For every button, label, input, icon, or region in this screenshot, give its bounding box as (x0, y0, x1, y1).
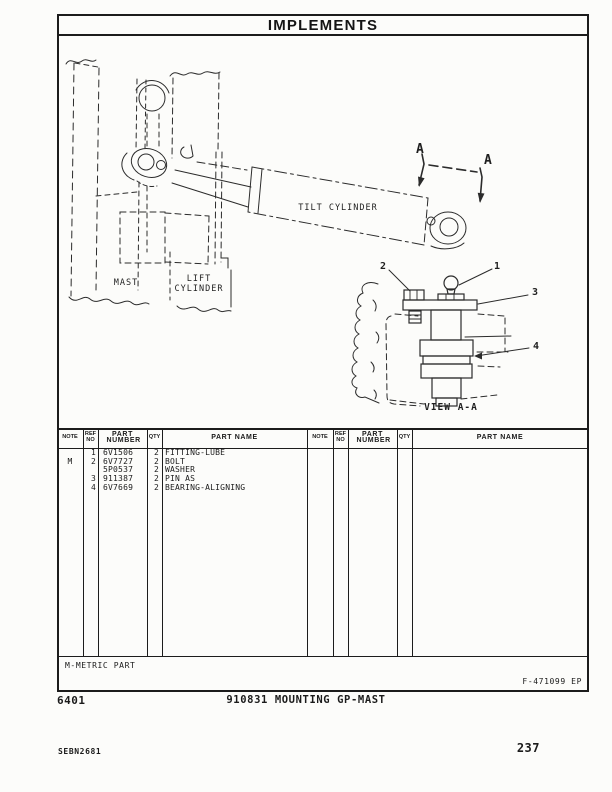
lift-cylinder-label-line1: LIFT (186, 274, 212, 284)
callout-2: 2 (379, 261, 387, 272)
cylinder-rod (172, 162, 251, 207)
mast-sheave (136, 81, 169, 150)
callout-leaders (389, 269, 529, 360)
col-header-qty: QTY (398, 434, 411, 441)
section-title-bar (59, 16, 587, 36)
cell-part-name: BEARING-ALIGNING (165, 482, 246, 492)
col-header-ref-text: REF NO (334, 431, 347, 443)
cell-part-name: FITTING-LUBE (165, 448, 226, 457)
pin (431, 310, 461, 340)
col-header-note: NOTE (312, 434, 328, 441)
cell-ref: 4 (90, 482, 96, 492)
group-number: 6401 (57, 694, 86, 707)
cell-part-number: 5P0537 (103, 465, 134, 475)
col-header-part-number-text: PART NUMBER (356, 431, 391, 444)
callout-3: 3 (531, 287, 539, 298)
cell-qty: 2 (153, 482, 159, 492)
mast-label: MAST (113, 278, 139, 288)
col-header-part-name: PART NAME (476, 434, 524, 442)
cell-qty: 2 (153, 448, 159, 457)
publication-number: SEBN2681 (58, 747, 102, 756)
cell-note (57, 466, 83, 475)
callout-1: 1 (493, 261, 501, 272)
cell-part-number: 6V7727 (103, 456, 134, 466)
col-header-part-number-text: PART NUMBER (106, 431, 141, 444)
col-header-note: NOTE (62, 434, 78, 441)
figure-reference: F-471099 EP (522, 677, 582, 686)
table-column-rule (307, 429, 308, 656)
view-label: VIEW A-A (424, 402, 478, 413)
cell-note (57, 484, 83, 493)
document-title: 910831 MOUNTING GP-MAST (226, 694, 386, 706)
rod-eye (427, 212, 466, 249)
bolt (404, 290, 424, 300)
cylinder-trunnion (122, 144, 193, 186)
metric-footnote: M-METRIC PART (65, 661, 136, 670)
cell-ref: 2 (90, 456, 96, 466)
col-header-ref-text: REF NO (84, 431, 97, 443)
aligning-bearing (420, 340, 473, 356)
cell-qty: 2 (153, 474, 159, 484)
table-row (57, 484, 307, 493)
pin-assembly (403, 276, 477, 406)
section-letter-top: A (416, 142, 424, 157)
col-header-ref (333, 429, 348, 447)
lube-fitting (444, 276, 458, 290)
col-header-ref (83, 429, 98, 447)
cell-part-name: PIN AS (165, 474, 196, 484)
cell-note (57, 475, 83, 484)
cell-qty: 2 (153, 465, 159, 475)
cell-part-name: BOLT (165, 456, 186, 466)
col-header-part-name: PART NAME (211, 434, 258, 442)
table-column-rule (412, 429, 413, 656)
section-letter-right: A (484, 153, 492, 168)
page-number: 237 (516, 741, 540, 755)
callout-4: 4 (532, 341, 540, 352)
cell-part-number: 6V7669 (103, 482, 134, 492)
tilt-cylinder-label: TILT CYLINDER (298, 203, 378, 213)
retainer-plate (403, 300, 477, 310)
table-column-rule (333, 429, 334, 656)
table-column-rule (348, 429, 349, 656)
cell-ref: 1 (90, 448, 96, 457)
cell-ref: 3 (90, 474, 96, 484)
cell-qty: 2 (153, 456, 159, 466)
lift-cylinder-label-line2: CYLINDER (174, 284, 224, 294)
page-title: IMPLEMENTS (267, 16, 379, 34)
cell-part-name: WASHER (165, 465, 196, 475)
col-header-part-number (348, 429, 397, 447)
table-column-rule (397, 429, 398, 656)
table-footnote-rule (57, 656, 589, 657)
col-header-qty: QTY (148, 434, 161, 441)
section-arrows (418, 154, 485, 203)
cell-part-number: 911387 (103, 474, 134, 484)
cell-note: M (67, 456, 73, 466)
parts-table-body (57, 449, 307, 492)
parts-diagram (57, 35, 588, 428)
cell-part-number: 6V1506 (103, 448, 134, 457)
col-header-part-number (98, 429, 147, 447)
